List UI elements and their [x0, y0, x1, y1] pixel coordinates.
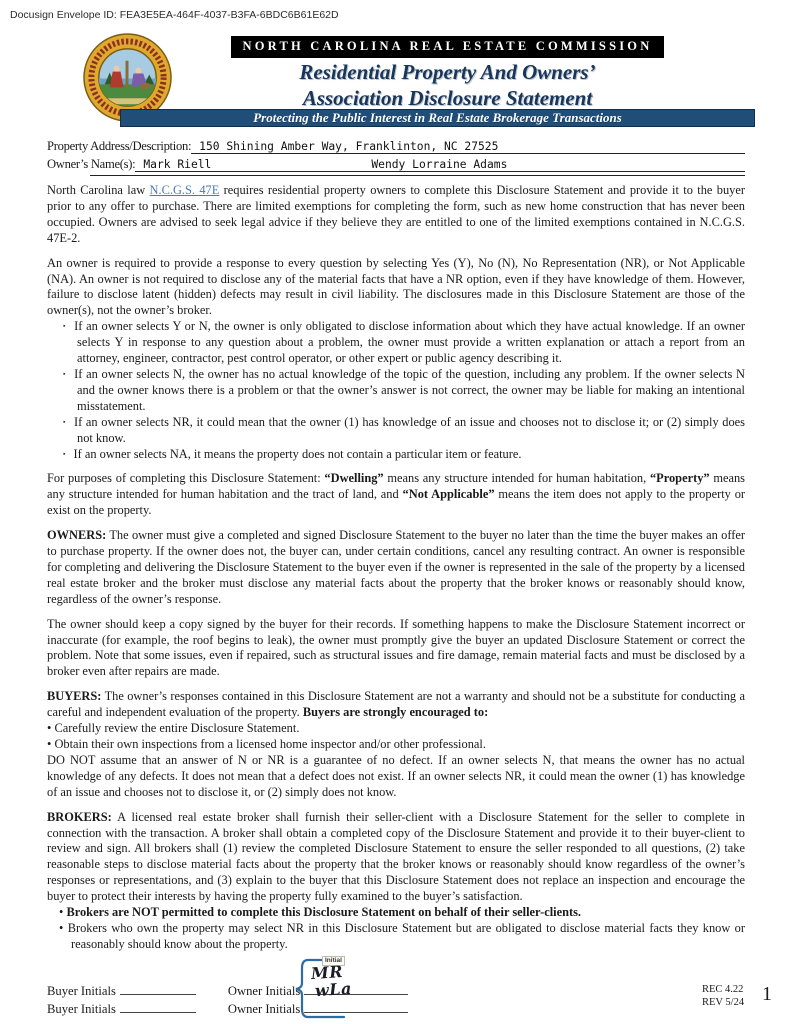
owner-initials-signed-2[interactable]: wLa	[314, 978, 353, 1001]
property-address-value: 150 Shining Amber Way, Franklinton, NC 27525	[191, 140, 745, 154]
text-run: The owner must give a completed and signed Disclosure Statement to the buyer no later than the time the buyer makes an offer to purchase property. If the owner does not, the buyer can, under certain conditions, cancel any resulting contract. An owner is responsible for completing and delivering the Disclosure Statement to the buyer even if the owner is represented in the sale of the property by a licensed real estate broker and the broker must disclose any material facts about the property that the broker knows or reasonably should know, regardless of the owner’s response.	[47, 528, 745, 606]
buyer-bullet-2: • Obtain their own inspections from a licensed home inspector and/or other professional.	[47, 737, 745, 753]
owner-names-value	[135, 158, 745, 172]
intro-paragraph	[47, 183, 745, 247]
owner-names-second-rule	[90, 172, 745, 176]
text-run: Brokers are NOT permitted to complete this Disclosure Statement on behalf of their seller-clients.	[66, 905, 582, 920]
owner-copy-paragraph: The owner should keep a copy signed by the buyer for their records. If something happens to make the Disclosure Statement incorrect or inaccurate (for example, the roof begins to leak), the owner must promptly give the buyer an updated Disclosure Statement or correct the problem. Note that some issues, even if repaired, such as structural issues and fire damage, remain material facts and must be disclosed by a broker even after repairs are made.	[47, 616, 745, 679]
brokers-paragraph	[47, 810, 745, 905]
document-title-line-2: Association Disclosure Statement	[302, 85, 593, 110]
property-address-row	[47, 136, 745, 154]
property-address-label: Property Address/Description:	[47, 139, 192, 153]
buyer-initials-field-2[interactable]	[120, 1000, 196, 1013]
definitions-paragraph	[47, 471, 745, 519]
statute-link[interactable]: N.C.G.S. 47E	[149, 183, 220, 197]
response-bullet-3: ▪ If an owner selects NR, it could mean that the owner (1) has knowledge of an issue and chooses not to disclose it; or (2) simply does not know.	[47, 415, 745, 447]
rec-number: REC 4.22	[702, 984, 744, 995]
owner-names-row	[47, 154, 745, 172]
broker-bullet-2	[47, 921, 745, 953]
text-run: “Not Applicable”	[402, 487, 495, 502]
commission-banner: NORTH CAROLINA REAL ESTATE COMMISSION	[231, 36, 665, 58]
text-run: “Property”	[649, 471, 710, 486]
form-revision-info	[702, 983, 744, 1009]
text-run: A licensed real estate broker shall furnish their seller-client with a Disclosure Statement for the seller to complete in connection with the transaction. A broker shall obtain a completed copy of the Disclosure Statement and provide it to their buyer-client to review and sign. All brokers shall (1) review the completed Disclosure Statement to ensure the seller responded to all questions, (2) take reasonable steps to disclose material facts about the property that the broker knows or reasonably should know regardless of the owner’s responses or representations, and (3) explain to the buyer that this Disclosure Statement does not replace an inspection and encourage the buyer to protect their interests by having the property fully examined to the buyer’s satisfaction.	[47, 809, 745, 904]
text-run: “Dwelling”	[324, 471, 384, 486]
do-not-paragraph: DO NOT assume that an answer of N or NR is a guarantee of no defect. If an owner selects N, that means the owner has no actual knowledge of any defects. It does not mean that a defect does not exist. If an owner selects NR, it could mean the owner (1) has knowledge of an issue and chooses not to disclose it, or (2) simply does not know.	[47, 752, 745, 799]
document-title-line-1: Residential Property And Owners’	[299, 60, 596, 84]
buyer-initials-label-1: Buyer Initials	[47, 984, 116, 998]
text-run: requires residential property owners to complete this Disclosure Statement and provide it to the buyer prior to any offer to purchase. There are limited exemptions for completing the form, such as new home construction that has never been occupied. Owners are advised to seek legal advice if they believe they are entitled to one of the limited exemptions contained in N.C.G.S. 47E-2.	[47, 183, 745, 245]
text-run: means the item does not apply to the property or exist on the property.	[47, 487, 746, 518]
owner-name-1: Mark Riell	[143, 158, 212, 171]
document-body	[47, 183, 745, 953]
text-run: means any structure intended for human habitation and the tract of land, and	[47, 471, 745, 502]
buyer-bullet-1: • Carefully review the entire Disclosure Statement.	[47, 721, 745, 737]
broker-bullet-1	[47, 905, 745, 921]
text-run: For purposes of completing this Disclosure Statement:	[47, 471, 325, 486]
text-run: BROKERS:	[47, 809, 112, 824]
docusign-envelope-id: Docusign Envelope ID: FEA3E5EA-464F-4037-B3FA-6BDC6B61E62D	[10, 9, 339, 21]
docusign-initial-tag[interactable]: Initial	[322, 956, 345, 966]
buyers-paragraph	[47, 689, 745, 721]
owners-paragraph	[47, 528, 745, 608]
buyer-initials-field-1[interactable]	[120, 982, 196, 995]
text-run: The owner’s responses contained in this Disclosure Statement are not a warranty and should not be a substitute for conducting a careful and independent evaluation of the property.	[47, 689, 745, 720]
response-bullet-2: ▪ If an owner selects N, the owner has no actual knowledge of the topic of the question, including any problem. If the owner selects N and the owner knows there is a problem or that the owner’s answer is not correct, the owner may be liable for making an intentional misstatement.	[47, 367, 745, 415]
page-number: 1	[762, 983, 772, 1005]
response-bullet-1: ▪ If an owner selects Y or N, the owner is only obligated to disclose information about which they have actual knowledge. If an owner selects Y in response to any question about a problem, the owner must provide a written explanation or attach a report from an attorney, engineer, contractor, pest control operator, or other expert or public agency describing it.	[47, 319, 745, 367]
owner-names-label: Owner’s Name(s):	[47, 157, 136, 171]
owner-initials-label-1: Owner Initials	[227, 984, 301, 998]
owner-initials-signed-1[interactable]: MR	[310, 961, 344, 984]
text-run: North Carolina law	[47, 183, 150, 197]
buyer-initials-label-2: Buyer Initials	[47, 1002, 116, 1016]
response-bullet-list	[47, 319, 745, 462]
rev-number: REV 5/24	[702, 997, 745, 1008]
owner-initials-label-2: Owner Initials	[227, 1002, 301, 1016]
text-run: Buyers are strongly encouraged to:	[302, 705, 489, 720]
response-bullet-4: ▪ If an owner selects NA, it means the property does not contain a particular item or feature.	[47, 447, 745, 463]
tagline-banner: Protecting the Public Interest in Real Estate Brokerage Transactions	[120, 109, 755, 127]
owner-name-2: Wendy Lorraine Adams	[371, 158, 508, 171]
responses-paragraph: An owner is required to provide a response to every question by selecting Yes (Y), No (N), No Representation (NR), or Not Applicable (NA). An owner is not required to disclose any of the material facts that have a NR option, even if they have knowledge of them. However, failure to disclose latent (hidden) defects may result in civil liability. The disclosures made in this Disclosure Statement are those of the owner(s), not the owner’s broker.	[47, 255, 745, 318]
text-run: BUYERS:	[47, 689, 102, 704]
text-run: Brokers who own the property may select NR in this Disclosure Statement but are obligated to disclose material facts they know or reasonably should know about the property.	[67, 920, 745, 951]
text-run: OWNERS:	[47, 528, 107, 543]
text-run: means any structure intended for human habitation,	[383, 471, 650, 486]
